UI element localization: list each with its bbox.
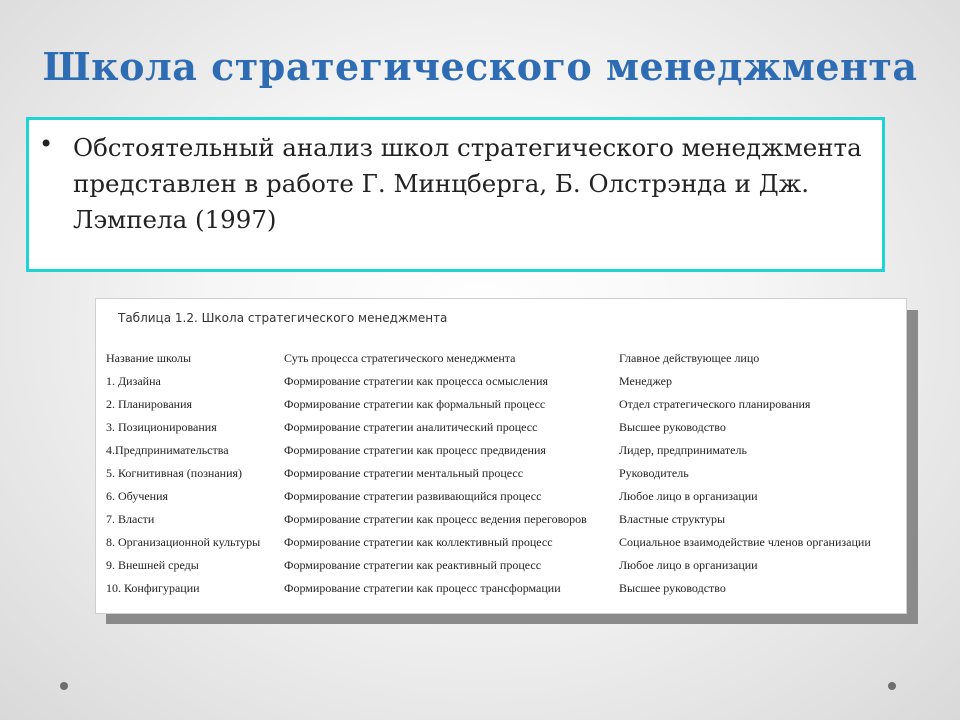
table-cell: Лидер, предприниматель — [619, 443, 747, 457]
table-cell: Властные структуры — [619, 512, 726, 526]
table-image — [95, 298, 907, 614]
table-cell: Отдел стратегического планирования — [619, 397, 811, 411]
header-cell: Название школы — [106, 351, 192, 365]
nav-next-dot-icon[interactable] — [888, 682, 896, 690]
table-cell: Любое лицо в организации — [619, 558, 758, 572]
header-cell: Главное действующее лицо — [619, 351, 760, 365]
table-cell: Высшее руководство — [619, 581, 726, 595]
table-cell: 5. Когнитивная (познания) — [106, 466, 243, 480]
table-cell: Формирование стратегии аналитический процесс — [284, 420, 538, 434]
table-cell: 7. Власти — [106, 512, 155, 526]
table-row — [106, 439, 899, 462]
table-row — [106, 485, 899, 508]
schools-table — [106, 347, 899, 600]
table-cell: 1. Дизайна — [106, 374, 161, 388]
table-cell: Формирование стратегии развивающийся процесс — [284, 489, 542, 503]
table-row — [106, 462, 899, 485]
table-cell: 4.Предпринимательства — [106, 443, 229, 457]
slide-title: Школа стратегического менеджмента — [42, 44, 918, 89]
table-row — [106, 393, 899, 416]
table-row — [106, 531, 899, 554]
table-cell: 2. Планирования — [106, 397, 193, 411]
table-cell: Формирование стратегии как процесс ведения переговоров — [284, 512, 587, 526]
table-header-row — [106, 347, 899, 370]
table-caption: Таблица 1.2. Школа стратегического менеджмента — [118, 311, 448, 325]
table-cell: Формирование стратегии как формальный процесс — [284, 397, 546, 411]
table-row — [106, 554, 899, 577]
table-cell: Формирование стратегии как коллективный процесс — [284, 535, 553, 549]
table-cell: Руководитель — [619, 466, 689, 480]
table-cell: 6. Обучения — [106, 489, 169, 503]
table-cell: Высшее руководство — [619, 420, 726, 434]
table-cell: 9. Внешней среды — [106, 558, 199, 572]
table-cell: Любое лицо в организации — [619, 489, 758, 503]
header-cell: Суть процесса стратегического менеджмента — [284, 351, 516, 365]
table-cell: Социальное взаимодействие членов организации — [619, 535, 871, 549]
table-cell: Формирование стратегии как процесса осмысления — [284, 374, 549, 388]
bullet-dot-icon: • — [39, 130, 54, 158]
table-cell: Формирование стратегии как процесс трансформации — [284, 581, 561, 595]
table-cell: Формирование стратегии как реактивный процесс — [284, 558, 542, 572]
table-cell: Менеджер — [619, 374, 672, 388]
table-cell: Формирование стратегии ментальный процесс — [284, 466, 524, 480]
bullet-box — [26, 117, 885, 272]
table-cell: Формирование стратегии как процесс предвидения — [284, 443, 546, 457]
table-row — [106, 370, 899, 393]
table-cell: 8. Организационной культуры — [106, 535, 261, 549]
table-row — [106, 577, 899, 600]
bullet-text: Обстоятельный анализ школ стратегического менеджмента представлен в работе Г. Минцберга, Б. Олстрэнда и Дж. Лэмпела (1997) — [73, 133, 862, 234]
table-row — [106, 416, 899, 439]
table-cell: 10. Конфигурации — [106, 581, 200, 595]
nav-prev-dot-icon[interactable] — [60, 682, 68, 690]
table-row — [106, 508, 899, 531]
table-cell: 3. Позиционирования — [106, 420, 217, 434]
